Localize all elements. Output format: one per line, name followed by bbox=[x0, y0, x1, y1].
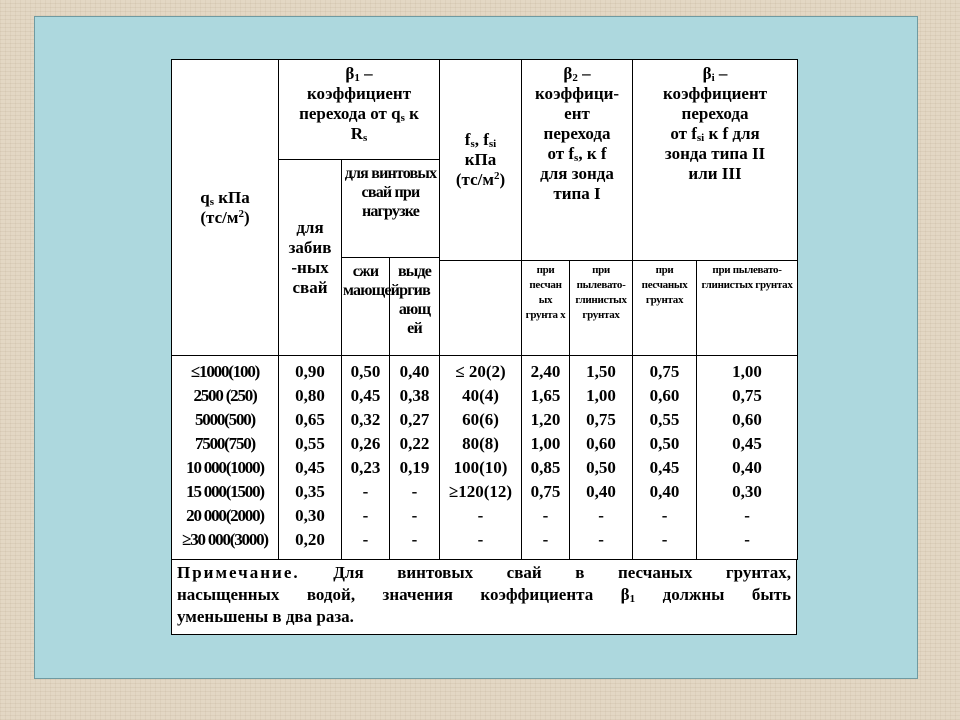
beta1-driven-cell: 0,20 bbox=[295, 530, 325, 549]
beta1-compress-cell: 0,26 bbox=[350, 434, 381, 453]
beta1-driven-cell: 0,30 bbox=[295, 506, 325, 525]
betai-sand-cell: 0,55 bbox=[649, 410, 680, 429]
beta2-line5-end: , к f bbox=[578, 144, 607, 163]
beta1-driven-cell: 0,90 bbox=[295, 362, 325, 381]
beta2-clay-cell: - bbox=[598, 506, 604, 525]
betai-line3: перехода bbox=[681, 104, 749, 123]
fs-header-b-sub: si bbox=[488, 138, 497, 150]
beta2-line6: для зонда bbox=[540, 164, 614, 183]
betai-clay-cell: - bbox=[744, 506, 750, 525]
beta2-clay-cell: 0,50 bbox=[586, 458, 616, 477]
beta1-pullout-cell: 0,22 bbox=[399, 434, 430, 453]
betai-line4: от f bbox=[670, 124, 697, 143]
beta1-compress-cell: - bbox=[362, 482, 369, 501]
betai-clay-cell: 1,00 bbox=[732, 362, 762, 381]
beta1-pullout-values bbox=[390, 356, 440, 560]
beta2-clay-cell: 0,40 bbox=[586, 482, 616, 501]
qs-header-sub: s bbox=[209, 195, 214, 208]
beta2-sand-cell: 0,75 bbox=[530, 482, 561, 501]
note-label: Примечание. bbox=[177, 563, 300, 582]
betai-clay-values bbox=[697, 356, 798, 560]
note-line2-sub: 1 bbox=[629, 593, 636, 605]
pile-coefficient-table bbox=[171, 59, 798, 560]
betai-symbol: β bbox=[702, 64, 712, 83]
betai-clay-header: при пылевато-глинистых грунтах bbox=[697, 261, 798, 356]
betai-sand-header: при песчаных грунтах bbox=[633, 261, 697, 356]
beta2-line4: перехода bbox=[543, 124, 611, 143]
betai-clay-cell: 0,30 bbox=[732, 482, 762, 501]
beta1-compress-values bbox=[342, 356, 390, 560]
note-line1-text: Для винтовых свай в песчаных грунтах, bbox=[299, 563, 791, 582]
beta1-pullout-cell: 0,38 bbox=[399, 386, 430, 405]
slide-background bbox=[34, 16, 918, 679]
beta2-line3: ент bbox=[564, 104, 590, 123]
beta2-line2: коэффици- bbox=[534, 84, 620, 103]
beta2-sand-cell: 2,40 bbox=[530, 362, 561, 381]
beta2-sand-cell: 1,65 bbox=[530, 386, 561, 405]
coefficient-table-document bbox=[171, 59, 797, 635]
beta2-header bbox=[522, 60, 633, 261]
betai-sand-cell: 0,45 bbox=[649, 458, 680, 477]
betai-clay-cell: 0,40 bbox=[732, 458, 762, 477]
beta1-pullout-cell: 0,19 bbox=[399, 458, 430, 477]
beta2-sand-cell: 0,85 bbox=[530, 458, 561, 477]
qs-header-unit2-end: ) bbox=[243, 207, 250, 227]
betai-line4-end: к f для bbox=[704, 124, 760, 143]
qs-cell: 15 000(1500) bbox=[186, 482, 264, 501]
qs-header-unit2-sup: 2 bbox=[238, 207, 244, 220]
pullout-header: выде ргив ающ ей bbox=[390, 258, 440, 356]
beta2-clay-cell: 0,60 bbox=[586, 434, 616, 453]
beta1-compress-cell: - bbox=[362, 506, 369, 525]
beta2-sand-values bbox=[522, 356, 570, 560]
fs-header bbox=[440, 60, 522, 261]
note-line2-end: должны быть bbox=[635, 585, 792, 604]
beta2-sand-cell: - bbox=[542, 530, 549, 549]
beta1-pullout-cell: - bbox=[411, 482, 418, 501]
fs-cell: 60(6) bbox=[462, 410, 499, 429]
beta2-clay-cell: 0,75 bbox=[586, 410, 616, 429]
beta1-compress-cell: - bbox=[362, 530, 369, 549]
compress-header: сжи мающей bbox=[342, 258, 390, 356]
beta2-clay-cell: - bbox=[598, 530, 604, 549]
qs-cell: 10 000(1000) bbox=[186, 458, 264, 477]
betai-clay-cell: 0,45 bbox=[732, 434, 762, 453]
beta1-line2: коэффициент bbox=[306, 84, 412, 103]
beta1-line3: перехода от q bbox=[299, 104, 401, 123]
beta2-clay-header: при пылевато-глинистых грунтах bbox=[570, 261, 633, 356]
fs-header-lower bbox=[440, 261, 522, 356]
fs-cell: 100(10) bbox=[453, 458, 508, 477]
table-note bbox=[171, 559, 797, 635]
fs-header-unit2: (тс/м bbox=[455, 170, 494, 189]
beta1-pullout-cell: - bbox=[411, 506, 418, 525]
fs-cell: ≥120(12) bbox=[448, 482, 513, 501]
fs-header-unit2-sup: 2 bbox=[493, 170, 500, 182]
fs-cell: 80(8) bbox=[462, 434, 499, 453]
fs-cell: 40(4) bbox=[462, 386, 499, 405]
beta1-pullout-cell: 0,27 bbox=[399, 410, 430, 429]
betai-sand-cell: 0,50 bbox=[649, 434, 680, 453]
qs-header-unit: кПа bbox=[218, 187, 250, 207]
beta2-sand-cell: 1,20 bbox=[530, 410, 561, 429]
betai-sand-values bbox=[633, 356, 697, 560]
qs-cell: 20 000(2000) bbox=[186, 506, 264, 525]
beta1-symbol: β bbox=[345, 64, 355, 83]
betai-sand-cell: 0,75 bbox=[649, 362, 680, 381]
beta1-line4-sub: s bbox=[363, 132, 368, 144]
betai-sand-cell: - bbox=[661, 530, 668, 549]
beta2-sand-cell: 1,00 bbox=[530, 434, 561, 453]
betai-sand-cell: 0,40 bbox=[649, 482, 680, 501]
beta1-compress-cell: 0,23 bbox=[350, 458, 381, 477]
betai-sub: i bbox=[711, 72, 715, 84]
betai-dash: – bbox=[714, 64, 728, 83]
qs-cell: 5000(500) bbox=[194, 410, 256, 429]
driven-piles-header: для забив -ных свай bbox=[279, 160, 342, 356]
beta1-pullout-cell: 0,40 bbox=[399, 362, 430, 381]
beta2-sub: 2 bbox=[572, 72, 578, 84]
beta1-driven-cell: 0,45 bbox=[295, 458, 325, 477]
beta2-line5: от f bbox=[547, 144, 575, 163]
qs-cell: 2500 (250) bbox=[193, 386, 257, 405]
beta1-compress-cell: 0,32 bbox=[350, 410, 381, 429]
qs-header-symbol: q bbox=[200, 187, 210, 207]
qs-header-unit2: (тс/м bbox=[200, 207, 239, 227]
betai-clay-cell: 0,60 bbox=[732, 410, 762, 429]
beta2-line7: типа I bbox=[553, 184, 601, 203]
beta2-symbol: β bbox=[563, 64, 573, 83]
qs-cell: ≤1000(100) bbox=[190, 362, 260, 381]
note-line-1 bbox=[177, 562, 791, 584]
beta1-sub: 1 bbox=[354, 72, 360, 84]
beta1-driven-cell: 0,80 bbox=[295, 386, 325, 405]
betai-clay-cell: - bbox=[744, 530, 750, 549]
betai-line2: коэффициент bbox=[662, 84, 768, 103]
beta1-compress-cell: 0,50 bbox=[350, 362, 381, 381]
beta1-line3-end: к bbox=[404, 104, 419, 123]
beta1-header bbox=[279, 60, 440, 160]
betai-line4-sub: si bbox=[696, 132, 705, 144]
beta2-clay-cell: 1,50 bbox=[586, 362, 616, 381]
fs-cell: ≤ 20(2) bbox=[455, 362, 506, 381]
note-line2-text: насыщенных водой, значения коэффициента β bbox=[177, 585, 630, 604]
betai-sand-cell: - bbox=[661, 506, 668, 525]
note-line-3: уменьшены в два раза. bbox=[177, 607, 354, 626]
fs-header-a: f bbox=[464, 130, 471, 149]
betai-sand-cell: 0,60 bbox=[649, 386, 680, 405]
beta2-sand-header: при песчан ых грунта х bbox=[522, 261, 570, 356]
beta1-line3-sub: s bbox=[400, 112, 405, 124]
fs-header-unit: кПа bbox=[464, 150, 497, 169]
fs-cell: - bbox=[477, 530, 484, 549]
betai-clay-cell: 0,75 bbox=[732, 386, 762, 405]
beta2-line5-sub: s bbox=[574, 152, 579, 164]
beta2-clay-cell: 1,00 bbox=[586, 386, 616, 405]
beta1-dash: – bbox=[359, 64, 373, 83]
beta1-line4: R bbox=[350, 124, 363, 143]
qs-cell: ≥30 000(3000) bbox=[182, 530, 268, 549]
fs-header-sep: , f bbox=[474, 130, 489, 149]
betai-line6: или III bbox=[688, 164, 742, 183]
beta2-sand-cell: - bbox=[542, 506, 549, 525]
screw-piles-header: для винтовых свай при нагрузке bbox=[342, 160, 440, 258]
beta2-dash: – bbox=[577, 64, 591, 83]
beta1-driven-cell: 0,35 bbox=[295, 482, 325, 501]
beta1-pullout-cell: - bbox=[411, 530, 418, 549]
beta1-driven-values bbox=[279, 356, 342, 560]
qs-values bbox=[172, 356, 279, 560]
beta1-driven-cell: 0,65 bbox=[295, 410, 325, 429]
beta2-clay-values bbox=[570, 356, 633, 560]
betai-line5: зонда типа II bbox=[664, 144, 766, 163]
fs-values bbox=[440, 356, 522, 560]
note-line-2 bbox=[177, 584, 791, 606]
fs-cell: - bbox=[477, 506, 484, 525]
fs-header-a-sub: s bbox=[470, 138, 475, 150]
fs-header-unit2-end: ) bbox=[499, 170, 506, 189]
betai-header bbox=[633, 60, 798, 261]
beta1-driven-cell: 0,55 bbox=[295, 434, 325, 453]
qs-cell: 7500(750) bbox=[194, 434, 256, 453]
qs-header bbox=[172, 60, 279, 356]
beta1-compress-cell: 0,45 bbox=[350, 386, 381, 405]
